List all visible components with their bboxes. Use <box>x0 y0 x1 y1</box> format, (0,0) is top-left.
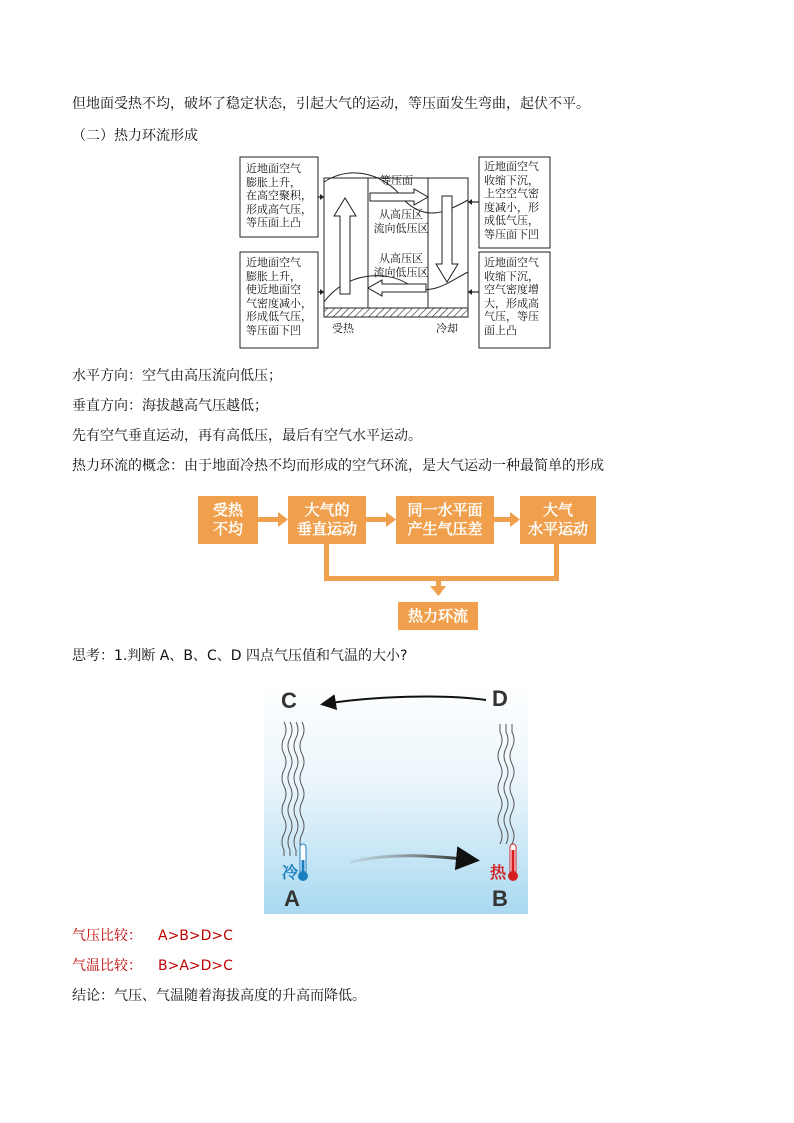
lower-flow-label: 从高压区 流向低压区 <box>373 252 429 279</box>
point-c-label: C <box>281 688 297 713</box>
upper-flow-label: 从高压区 流向低压区 <box>373 208 429 235</box>
isobar-label: 等压面 <box>380 174 413 187</box>
flow-box-thermal-circulation: 热力环流 <box>398 602 478 630</box>
point-a-label: A <box>284 886 300 911</box>
point-b-label: B <box>492 886 508 911</box>
top-right-box: 近地面空气 收缩下沉， 上空空气密 度减小，形 成低气压， 等压面下凹 <box>484 160 539 241</box>
temperature-label: 气温比较： <box>72 958 142 974</box>
cold-label: 冷 <box>282 863 299 882</box>
heated-label: 受热 <box>332 322 354 335</box>
flow-box-uneven-heating: 受热 不均 <box>198 496 258 544</box>
abcd-drawing <box>264 680 528 914</box>
section-title: （二）热力环流形成 <box>72 128 198 144</box>
vertical-direction-text: 垂直方向：海拔越高气压越低； <box>72 398 268 414</box>
concept-text: 热力环流的概念：由于地面冷热不均而形成的空气环流，是大气运动一种最简单的形成 <box>72 458 604 474</box>
bottom-right-box: 近地面空气 收缩下沉， 空气密度增 大，形成高 气压，等压 面上凸 <box>484 256 539 337</box>
pressure-comparison <box>72 926 233 946</box>
point-d-label: D <box>492 686 508 711</box>
flow-box-horizontal-motion: 大气 水平运动 <box>520 496 596 544</box>
temperature-value: B>A>D>C <box>158 958 233 974</box>
abcd-diagram <box>264 680 528 914</box>
intro-text: 但地面受热不均，破坏了稳定状态，引起大气的运动，等压面发生弯曲，起伏不平。 <box>72 96 590 112</box>
temperature-comparison <box>72 956 233 976</box>
bottom-left-box: 近地面空气 膨胀上升， 使近地面空 气密度减小， 形成低气压， 等压面下凹 <box>246 256 312 337</box>
thermal-circulation-diagram <box>236 152 554 352</box>
question-text: 思考：1.判断 A、B、C、D 四点气压值和气温的大小? <box>72 648 408 664</box>
pressure-value: A>B>D>C <box>158 928 233 944</box>
hot-label: 热 <box>490 863 507 882</box>
flow-box-pressure-difference: 同一水平面 产生气压差 <box>396 496 494 544</box>
top-left-box: 近地面空气 膨胀上升， 在高空聚积， 形成高气压， 等压面上凸 <box>246 162 312 229</box>
flow-box-vertical-motion: 大气的 垂直运动 <box>288 496 366 544</box>
cooled-label: 冷却 <box>436 322 458 335</box>
horizontal-direction-text: 水平方向：空气由高压流向低压； <box>72 368 282 384</box>
conclusion-text: 结论：气压、气温随着海拔高度的升高而降低。 <box>72 988 366 1004</box>
sequence-text: 先有空气垂直运动，再有高低压，最后有空气水平运动。 <box>72 428 422 444</box>
pressure-label: 气压比较： <box>72 928 142 944</box>
